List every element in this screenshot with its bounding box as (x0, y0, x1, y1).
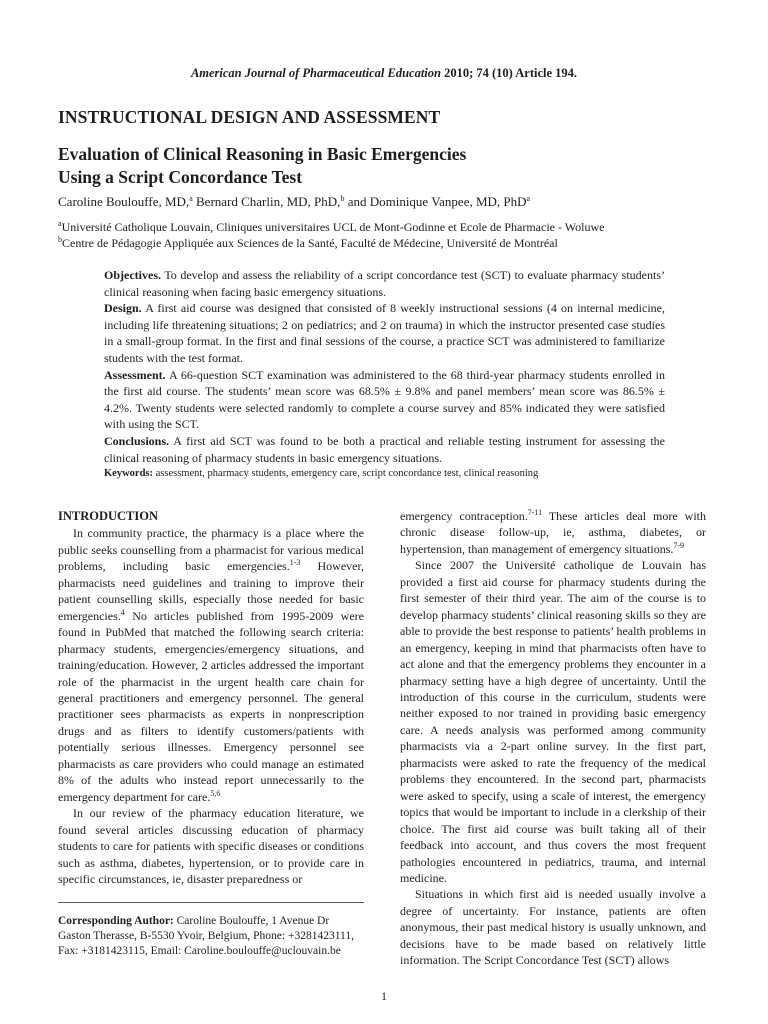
affiliation-text: Université Catholique Louvain, Cliniques universitaires UCL de Mont-Godinne et Ecole de Pharmacie - Woluwe (61, 220, 605, 234)
article-title-line-1: Evaluation of Clinical Reasoning in Basic Emergencies (58, 144, 467, 164)
left-paragraph-1 (58, 525, 364, 805)
corresponding-author-label: Corresponding Author: (58, 915, 174, 927)
abstract-keywords (104, 466, 665, 483)
right-paragraph-2: Since 2007 the Université catholique de Louvain has provided a first aid course for pharmacy students during the first semester of their third year. The aim of the course is to develop pharmacy students’ clinical reasoning skills so they are able to provide the best response to patients’ health problems in an emergency, keeping in mind that pharmacists often have to act alone and that the emergency problems they encounter in a pharmacy setting have a high degree of uncertainty. Until the introduction of this course in the curriculum, students were neither exposed to nor trained in providing basic emergency care. A needs analysis was performed among community pharmacists via a 2-part online survey. In the first part, pharmacists were asked to rate the frequency of the medical problems they encountered. In the second part, pharmacists were asked to specify, using a scale of interest, the emergency topics that would be important to include in a clerkship of their choice. The first aid course was built taking all of their feedback into account, and thus covers the most frequent pathologies encountered in pediatrics, trauma, and internal medicine. (400, 558, 706, 885)
abstract-objectives-label: Objectives. (104, 268, 161, 282)
left-column (58, 508, 364, 887)
introduction-heading: INTRODUCTION (58, 509, 159, 523)
keywords-label: Keywords: (104, 468, 153, 480)
abstract-design-text: A first aid course was designed that consisted of 8 weekly instructional sessions (4 on internal medicine, including life threatening situations; 2 on pediatrics; and 2 on trauma) in which the instructor presented case studies in a small-group format. In the first and final sessions of the course, a practice SCT was administered to familiarize students with the test format. (104, 301, 666, 365)
right-column (400, 508, 706, 969)
author-list (58, 194, 718, 210)
page-number: 1 (381, 989, 387, 1003)
abstract-design-label: Design. (104, 301, 142, 316)
abstract-assessment (104, 367, 665, 433)
keywords-text: assessment, pharmacy students, emergency care, script concordance test, clinical reasoning (155, 468, 539, 480)
footnote-divider (58, 902, 364, 903)
abstract-assessment-text: A 66-question SCT examination was administered to the 68 third-year pharmacy students enrolled in the first aid course. The students’ mean score was 68.5% ± 9.8% and panel members’ mean score was 86.5% ± 4.2%. Twenty students were selected randomly to complete a course survey and 85% indicated they were satisfied with using the SCT. (104, 367, 665, 432)
journal-citation (0, 66, 768, 81)
article-title-line-2: Using a Script Concordance Test (58, 167, 303, 187)
abstract-objectives (104, 267, 665, 300)
paragraph-text: However, pharmacists need guidelines and training to improve their patient counselling skills, especially those needed for basic emergencies. (58, 559, 364, 623)
left-paragraph-2: In our review of the pharmacy education literature, we found several articles discussing education of pharmacy students to care for patients with specific diseases or conditions such as asthma, diabetes, hypertension, or to provide care in specific circumstances, ie, disaster preparedness or (58, 806, 364, 886)
affiliation-mark: a (58, 219, 62, 228)
abstract (104, 267, 665, 483)
affiliation-mark: b (58, 235, 62, 244)
corresponding-author (58, 914, 364, 959)
abstract-design (104, 300, 665, 366)
right-paragraph-1 (400, 508, 706, 557)
citation-ref: 1-3 (289, 558, 301, 568)
affiliation-text: Centre de Pédagogie Appliquée aux Sciences de la Santé, Faculté de Médecine, Université de Montréal (62, 236, 558, 250)
affiliations (58, 219, 728, 251)
author-name: Bernard Charlin, MD, PhD, (196, 194, 341, 209)
paragraph-text: In community practice, the pharmacy is a place where the public seeks counselling from a pharmacist for various medical problems, including basic emergencies. (58, 526, 364, 574)
abstract-objectives-text: To develop and assess the reliability of a script concordance test (SCT) to evaluate pharmacy students’ clinical reasoning when facing basic emergency situations. (104, 268, 665, 299)
section-title: INSTRUCTIONAL DESIGN AND ASSESSMENT (58, 107, 441, 127)
citation-ref: 5,6 (210, 788, 221, 798)
journal-volume: 2010; 74 (10) Article 194. (444, 66, 578, 80)
affiliation-b (58, 235, 728, 251)
paragraph-text: emergency contraception. (400, 509, 528, 523)
author-affiliation-mark: b (340, 194, 345, 203)
corresponding-author-text: Caroline Boulouffe, 1 Avenue Dr Gaston Therasse, B-5530 Yvoir, Belgium, Phone: +3281423111, Fax: +3181423115, Email: Caroline.boulouffe@uclouvain.be (58, 915, 354, 957)
abstract-conclusions-text: A first aid SCT was found to be both a practical and reliable testing instrument for assessing the clinical reasoning of pharmacy students in basic emergency situations. (104, 433, 666, 465)
citation-ref: 4 (120, 607, 125, 617)
abstract-assessment-label: Assessment. (104, 367, 166, 382)
paragraph-text: No articles published from 1995-2009 were found in PubMed that matched the following search criteria: pharmacy students, emergencies/emergency situations, and training/education. However, 2 articles addressed the important role of the pharmacist in the urgent health care chain for general practitioners and emergency personnel. The general practitioner sees pharmacists as experts in nonprescription drugs and as filters to identify customers/patients with potentially serious illnesses. Emergency personnel see pharmacists as care providers who could manage an estimated 8% of the adults who instead report unnecessarily to the emergency department for care. (58, 608, 364, 804)
author-affiliation-mark: a (526, 194, 531, 203)
article-title (58, 143, 698, 189)
author-affiliation-mark: a (189, 194, 193, 203)
affiliation-a (58, 219, 728, 235)
author-name: Caroline Boulouffe, MD, (58, 194, 190, 209)
author-name: and Dominique Vanpee, MD, PhD (347, 194, 527, 209)
right-paragraph-3: Situations in which first aid is needed usually involve a degree of uncertainty. For instance, patients are often anonymous, their past medical history is usually unknown, and decisions have to be made based on relatively little information. The Script Concordance Test (SCT) allows (400, 887, 706, 968)
citation-ref: 7-9 (673, 540, 685, 550)
abstract-conclusions (104, 433, 665, 466)
citation-ref: 7-11 (527, 508, 543, 517)
journal-name: American Journal of Pharmaceutical Education (190, 66, 441, 80)
paragraph-text: These articles deal more with chronic disease follow-up, ie, asthma, diabetes, or hypertension, than management of emergency situations. (400, 509, 706, 556)
abstract-conclusions-label: Conclusions. (104, 433, 170, 448)
